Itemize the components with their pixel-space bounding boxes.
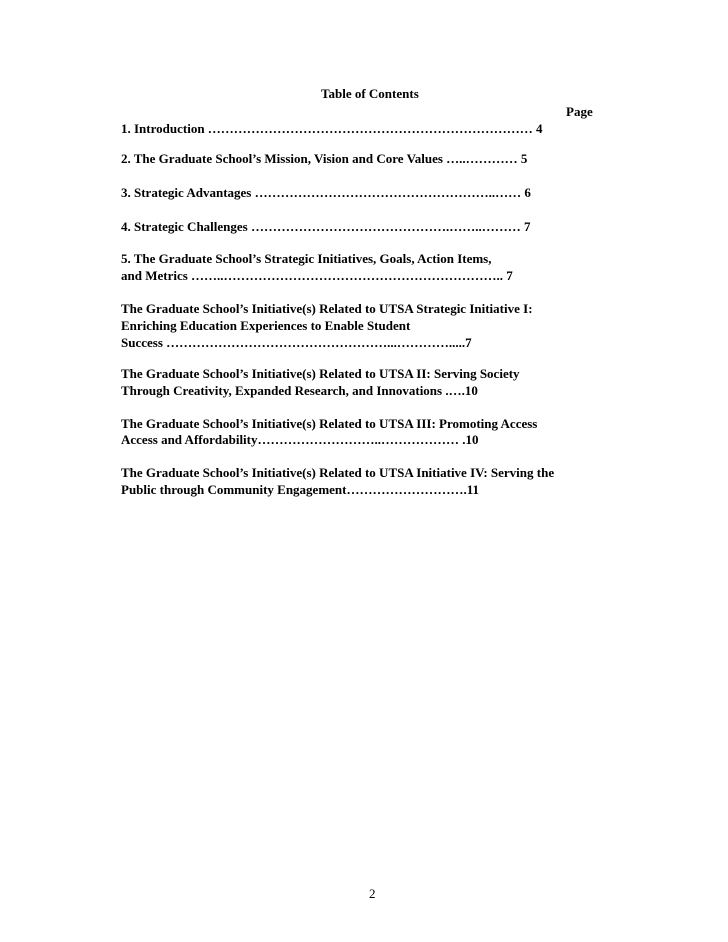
toc-subentry-iv-line2: Public through Community Engagement……………………….11 [121, 482, 480, 497]
toc-entry-introduction: 1. Introduction ………………………………………………………………… 4 [121, 121, 543, 136]
toc-subentry-i-line3: Success ……………………………………………...………….....7 [121, 335, 472, 350]
toc-title: Table of Contents [321, 86, 419, 101]
toc-entry-challenges: 4. Strategic Challenges ……………………………………….……..……… 7 [121, 219, 531, 234]
toc-subentry-ii: The Graduate School’s Initiative(s) Related to UTSA II: Serving Society [121, 366, 520, 381]
toc-subentry-iii: The Graduate School’s Initiative(s) Related to UTSA III: Promoting Access [121, 416, 538, 431]
toc-entry-initiatives-cont: and Metrics ……..……………………………………………………….. 7 [121, 268, 513, 283]
page-number: 2 [369, 886, 376, 901]
toc-subentry-i-line2: Enriching Education Experiences to Enable Student [121, 318, 411, 333]
toc-entry-initiatives: 5. The Graduate School’s Strategic Initiatives, Goals, Action Items, [121, 251, 492, 266]
toc-subentry-iv: The Graduate School’s Initiative(s) Related to UTSA Initiative IV: Serving the [121, 465, 555, 480]
toc-entry-advantages: 3. Strategic Advantages ………………………………………………..…… 6 [121, 185, 531, 200]
toc-subentry-ii-line2: Through Creativity, Expanded Research, and Innovations .….10 [121, 383, 478, 398]
toc-subentry-iii-line2: Access and Affordability………………………..……………… .10 [121, 432, 479, 447]
page-column-heading: Page [566, 104, 593, 119]
toc-entry-mission: 2. The Graduate School’s Mission, Vision and Core Values …..………… 5 [121, 151, 528, 166]
toc-subentry-i: The Graduate School’s Initiative(s) Related to UTSA Strategic Initiative I: [121, 301, 533, 316]
